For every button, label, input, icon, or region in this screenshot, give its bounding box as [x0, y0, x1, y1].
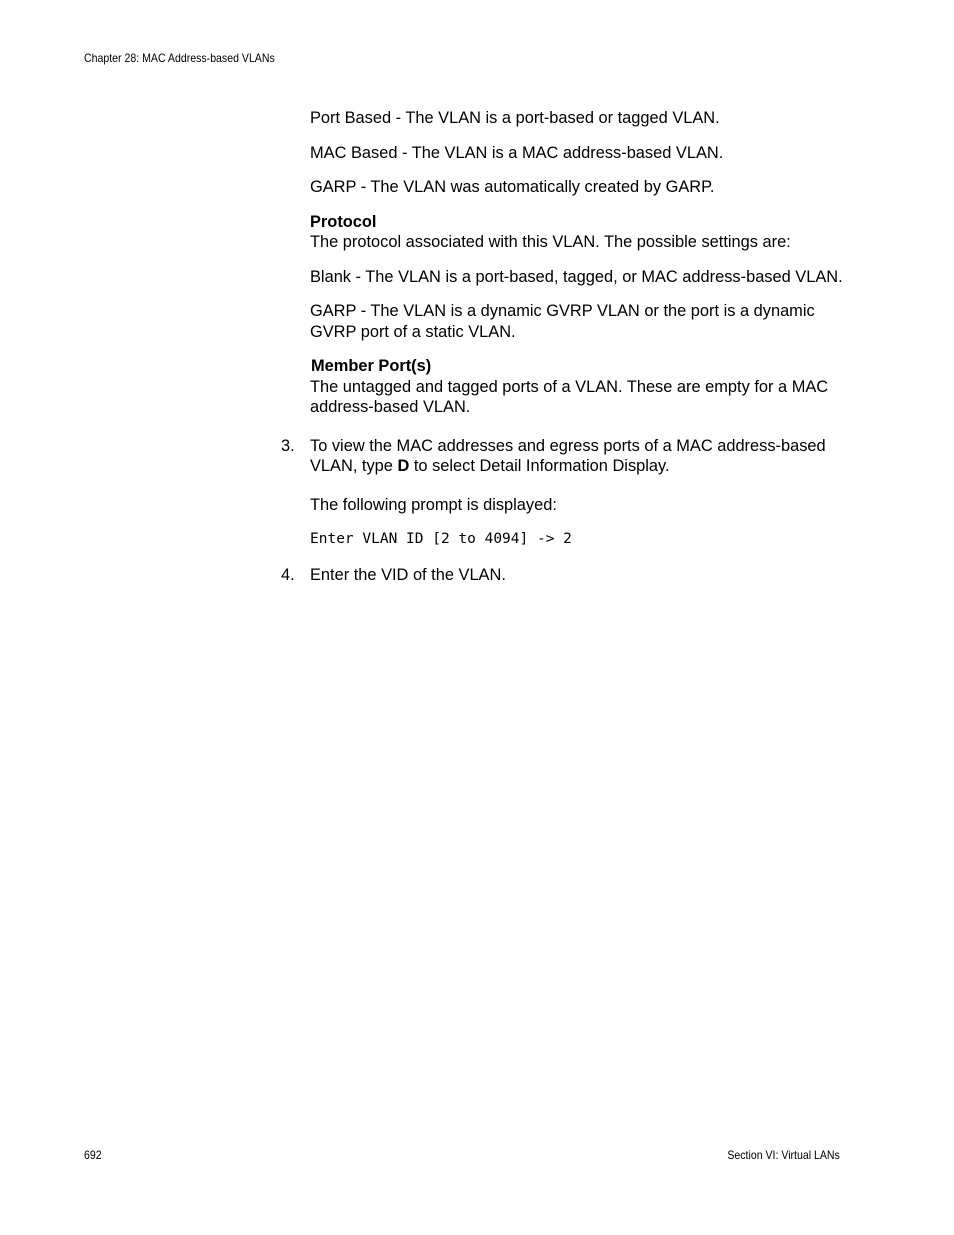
member-ports-section: [310, 356, 850, 418]
step-3-number: 3.: [281, 436, 295, 455]
member-ports-description: The untagged and tagged ports of a VLAN. These are empty for a MAC address-based VLAN.: [310, 377, 829, 416]
type-mac-based: MAC Based - The VLAN is a MAC address-based VLAN.: [310, 143, 724, 162]
step-4-number: 4.: [281, 566, 295, 584]
protocol-heading: Protocol: [310, 212, 377, 231]
page-number: 692: [84, 1148, 102, 1162]
step-3-text-before: To view the MAC addresses and egress ports of a MAC address-based VLAN, type: [310, 436, 826, 475]
page-header: Chapter 28: MAC Address-based VLANs: [84, 51, 275, 65]
step-3-key: D: [397, 457, 410, 475]
protocol-garp: GARP - The VLAN is a dynamic GVRP VLAN or the port is a dynamic GVRP port of a static VLAN.: [310, 302, 815, 341]
type-garp: GARP - The VLAN was automatically created by GARP.: [310, 178, 715, 196]
main-content: [281, 108, 850, 600]
section-label: Section VI: Virtual LANs: [727, 1148, 840, 1162]
member-ports-heading: Member Port(s): [311, 357, 432, 375]
step-3-text-after: to select Detail Information Display.: [409, 457, 670, 475]
protocol-section: [310, 212, 850, 253]
step-3: [281, 436, 850, 477]
type-port-based: Port Based - The VLAN is a port-based or tagged VLAN.: [310, 109, 720, 127]
prompt-code: Enter VLAN ID [2 to 4094] -> 2: [310, 531, 572, 547]
step-4-text: Enter the VID of the VLAN.: [310, 566, 506, 584]
step-4: [281, 565, 850, 586]
prompt-intro: The following prompt is displayed:: [310, 495, 557, 514]
protocol-description: The protocol associated with this VLAN. The possible settings are:: [310, 233, 791, 251]
protocol-blank: Blank - The VLAN is a port-based, tagged, or MAC address-based VLAN.: [310, 267, 843, 286]
